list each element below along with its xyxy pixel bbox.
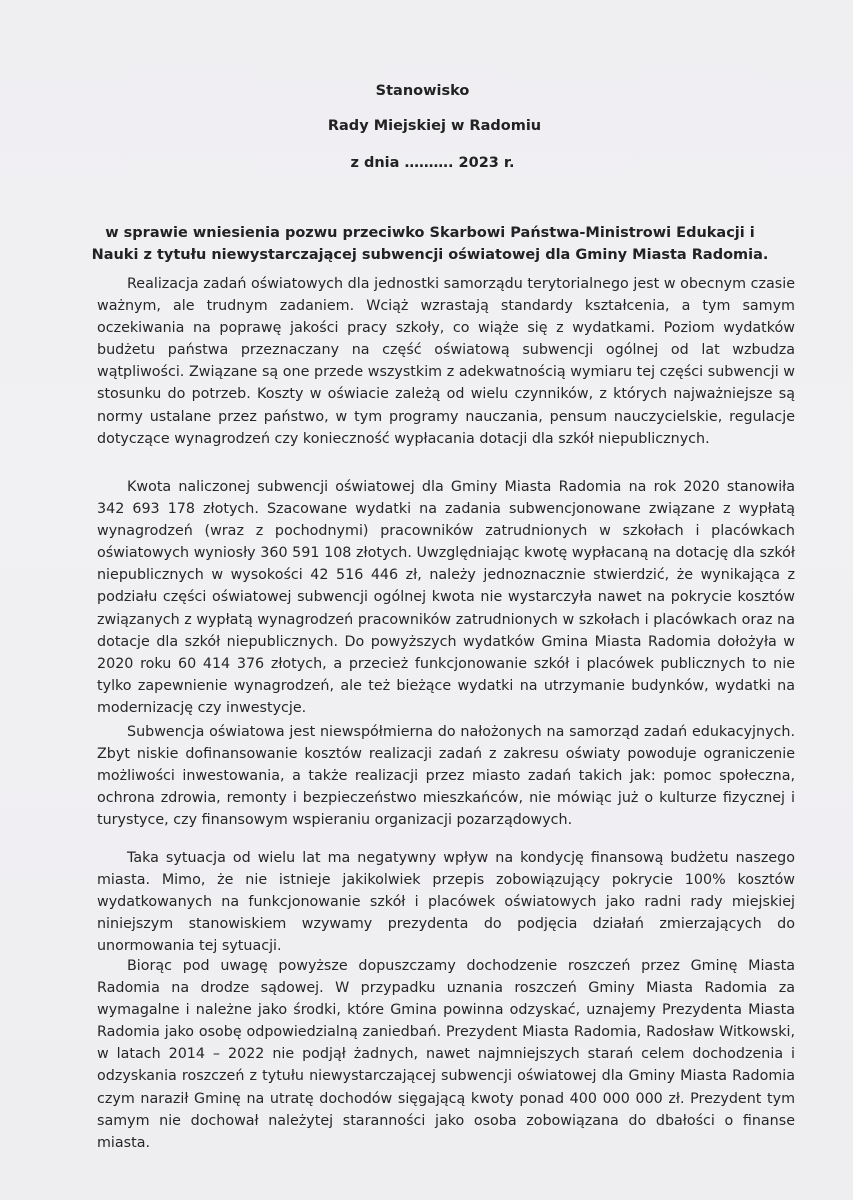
paragraph-2: Kwota naliczonej subwencji oświatowej dla Gminy Miasta Radomia na rok 2020 stanowiła 342 693 178 złotych. Szacowane wydatki na zadania subwencjonowane związane z wypłatą wynagrodzeń (wraz z pochodnymi) pracowników zatrudnionych w szkołach i placówkach oświatowych wyniosły 360 591 108 złotych. Uwzględniając kwotę wypłacaną na dotację dla szkół niepublicznych w wysokości 42 516 446 zł, należy jednoznacznie stwierdzić, że wynikająca z podziału części oświatowej subwencji ogólnej kwota nie wystarczyła nawet na pokrycie kosztów związanych z wypłatą wynagrodzeń pracowników zatrudnionych w szkołach i placówkach oraz na dotacje dla szkół niepublicznych. Do powyższych wydatków Gmina Miasta Radomia dołożyła w 2020 roku 60 414 376 złotych, a przecież funkcjonowanie szkół i placówek publicznych to nie tylko zapewnienie wynagrodzeń, ale też bieżące wydatki na utrzymanie budynków, wydatki na modernizację czy inwestycje.: [97, 479, 795, 716]
document-date-heading: z dnia ………. 2023 r.: [350, 155, 515, 171]
paragraph-3: Subwencja oświatowa jest niewspółmierna do nałożonych na samorząd zadań edukacyjnych. Zbyt niskie dofinansowanie kosztów realizacji zadań z zakresu oświaty powoduje ograniczenie możliwości inwestowania, a także realizacji przez miasto zadań takich jak: pomoc społeczna, ochrona zdrowia, remonty i bezpieczeństwo mieszkańców, nie mówiąc już o kulturze fizycznej i turystyce, czy finansowym wspieraniu organizacji pozarządowych.: [97, 724, 795, 829]
document-subject: w sprawie wniesienia pozwu przeciwko Skarbowi Państwa-Ministrowi Edukacji i Nauki z tytułu niewystarczającej subwencji oświatowej dla Gminy Miasta Radomia.: [91, 225, 769, 263]
document-type-heading: Stanowisko: [375, 83, 470, 99]
paragraph-5: Biorąc pod uwagę powyższe dopuszczamy dochodzenie roszczeń przez Gminę Miasta Radomia na drodze sądowej. W przypadku uznania roszczeń Gminy Miasta Radomia za wymagalne i należne jako środki, które Gmina powinna odzyskać, uznajemy Prezydenta Miasta Radomia jako osobę odpowiedzialną zaniedbań. Prezydent Miasta Radomia, Radosław Witkowski, w latach 2014 – 2022 nie podjął żadnych, nawet najmniejszych starań celem dochodzenia i odzyskania roszczeń z tytułu niewystarczającej subwencji oświatowej dla Gminy Miasta Radomia czym naraził Gminę na utratę dochodów sięgającą kwoty ponad 400 000 000 zł. Prezydent tym samym nie dochował należytej staranności jako osoba zobowiązana do dbałości o finanse miasta.: [97, 958, 795, 1151]
paragraph-4: Taka sytuacja od wielu lat ma negatywny wpływ na kondycję finansową budżetu naszego miasta. Mimo, że nie istnieje jakikolwiek przepis zobowiązujący pokrycie 100% kosztów wydatkowanych na funkcjonowanie szkół i placówek oświatowych jako radni rady miejskiej niniejszym stanowiskiem wzywamy prezydenta do podjęcia działań zmierzających do unormowania tej sytuacji.: [97, 850, 795, 955]
paragraph-1: Realizacja zadań oświatowych dla jednostki samorządu terytorialnego jest w obecnym czasie ważnym, ale trudnym zadaniem. Wciąż wzrastają standardy kształcenia, a tym samym oczekiwania na poprawę jakości pracy szkoły, co wiąże się z wydatkami. Poziom wydatków budżetu państwa przeznaczany na część oświatową subwencji ogólnej od lat wzbudza wątpliwości. Związane są one przede wszystkim z adekwatnością wymiaru tej części subwencji w stosunku do potrzeb. Koszty w oświacie zależą od wielu czynników, z których najważniejsze są normy ustalane przez państwo, w tym programy nauczania, pensum nauczycielskie, regulacje dotyczące wynagrodzeń czy konieczność wypłacania dotacji dla szkół niepublicznych.: [97, 276, 795, 447]
issuing-body-heading: Rady Miejskiej w Radomiu: [327, 118, 542, 134]
